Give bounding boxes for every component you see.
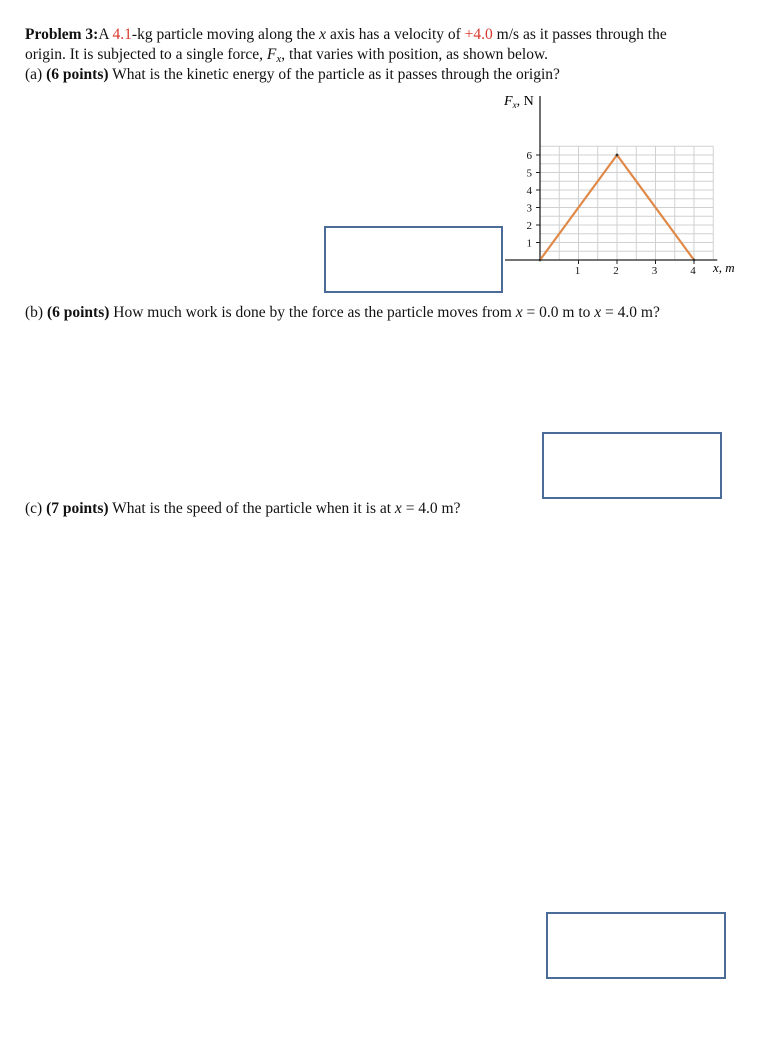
data-point	[539, 259, 542, 262]
chart-ticks	[527, 150, 697, 277]
part-a-points: (6 points)	[46, 66, 109, 83]
x-tick-label: 4	[690, 265, 696, 277]
problem-text: A	[98, 26, 113, 43]
part-b-prefix: (b)	[25, 304, 47, 321]
x-axis-label: x, m	[713, 260, 735, 275]
problem-text: axis has a velocity of	[326, 26, 465, 43]
problem-text: m/s as it passes through the	[492, 26, 667, 43]
force-position-graph	[490, 88, 760, 288]
answer-box-a[interactable]	[324, 226, 503, 293]
part-c-question	[25, 499, 461, 518]
x-tick-label: 3	[651, 265, 658, 277]
velocity-value: +4.0	[464, 26, 493, 43]
part-b-text: = 4.0 m?	[601, 304, 660, 321]
part-a-prefix: (a)	[25, 66, 47, 83]
y-tick-label: 2	[526, 220, 532, 232]
chart-axes	[505, 96, 717, 260]
x-variable: x	[515, 304, 523, 321]
y-tick-label: 1	[526, 237, 532, 250]
part-c-text: What is the speed of the particle when it is at	[108, 500, 395, 517]
y-tick-label: 3	[526, 202, 532, 215]
y-tick-label: 5	[526, 167, 532, 180]
part-b-points: (6 points)	[46, 304, 110, 321]
force-variable: F	[266, 46, 277, 63]
x-tick-label: 2	[613, 265, 619, 277]
part-c-points: (7 points)	[46, 500, 109, 517]
chart-grid	[540, 146, 713, 260]
part-c-text: = 4.0 m?	[401, 500, 461, 517]
part-c-prefix: (c)	[25, 500, 47, 517]
problem-text: , that varies with position, as shown below.	[281, 46, 549, 63]
problem-text: -kg particle moving along the	[131, 26, 320, 43]
x-variable: x	[319, 26, 327, 43]
answer-box-c[interactable]	[546, 912, 726, 979]
x-variable: x	[594, 304, 602, 321]
part-b-text: = 0.0 m to	[522, 304, 595, 321]
problem-text: origin. It is subjected to a single force,	[25, 46, 267, 63]
force-subscript: x	[276, 53, 282, 65]
x-variable: x	[394, 500, 402, 517]
part-b-text: How much work is done by the force as the particle moves from	[109, 304, 516, 321]
x-tick-label: 1	[574, 265, 581, 277]
part-b-question	[25, 303, 660, 322]
y-tick-label: 4	[526, 185, 532, 197]
problem-line-1	[25, 25, 667, 44]
data-point	[693, 259, 696, 262]
y-tick-label: 6	[526, 150, 532, 162]
data-point	[616, 154, 619, 157]
part-a-question	[25, 65, 560, 84]
answer-box-b[interactable]	[542, 432, 722, 499]
part-a-text: What is the kinetic energy of the particle as it passes through the origin?	[108, 66, 560, 83]
problem-label: Problem 3:	[25, 26, 99, 43]
y-axis-label: $F_x$, N	[504, 94, 534, 110]
mass-value: 4.1	[112, 26, 132, 43]
